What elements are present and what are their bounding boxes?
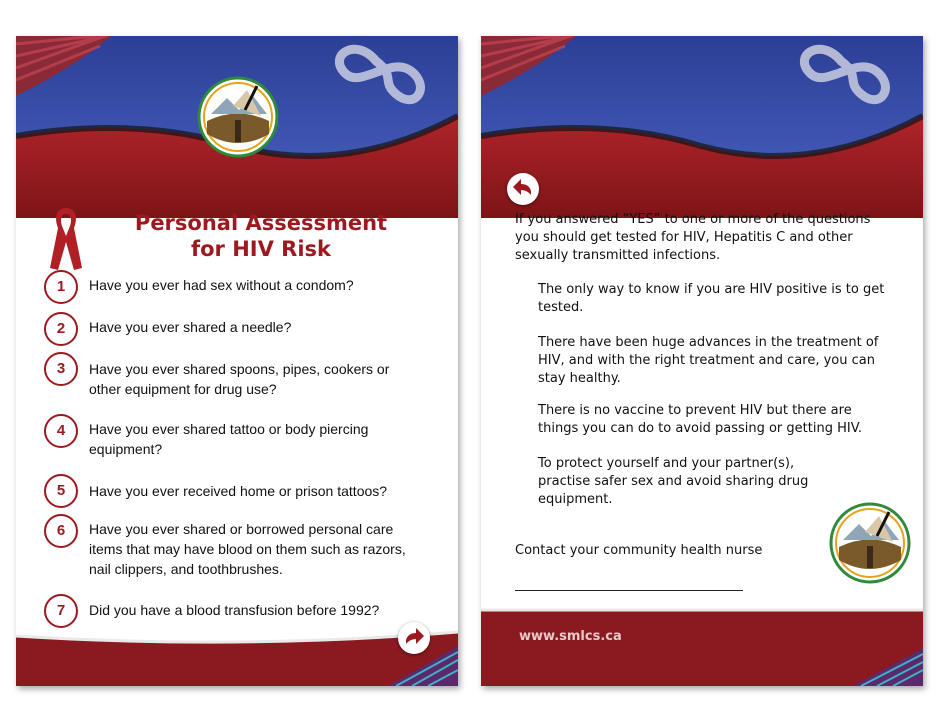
question-number: 4: [44, 414, 78, 448]
question-number: 7: [44, 594, 78, 628]
paragraph-protection: To protect yourself and your partner(s), practise safer sex and avoid sharing drug equipment.: [538, 456, 809, 507]
red-ribbon-icon: [46, 204, 86, 272]
question-number: 5: [44, 474, 78, 508]
question-text: Did you have a blood transfusion before 1992?: [89, 602, 380, 618]
paragraph-testing: The only way to know if you are HIV positive is to get tested.: [538, 282, 885, 315]
arrow-left-icon: [507, 173, 539, 205]
signature-line: [515, 590, 743, 591]
header-banner: [481, 36, 923, 218]
question-number: 1: [44, 270, 78, 304]
website-link[interactable]: www.smlcs.ca: [519, 629, 622, 644]
paragraph-prevention: There is no vaccine to prevent HIV but there are things you can do to avoid passing or getting HIV.: [538, 403, 863, 436]
page-title: [96, 210, 426, 262]
contact-label: Contact your community health nurse: [515, 543, 763, 558]
footer-band: [481, 604, 923, 686]
front-card: [16, 36, 458, 686]
question-text: Have you ever had sex without a condom?: [89, 277, 354, 293]
question-text: Have you ever shared or borrowed personal care items that may have blood on them such as razors, nail clippers, and toothbrushes.: [89, 521, 406, 577]
question-text: Have you ever shared a needle?: [89, 319, 292, 335]
intro-paragraph: If you answered “YES” to one or more of the questions you should get tested for HIV, Hepatitis C and other sexually transmitted infections.: [515, 212, 871, 263]
next-page-button[interactable]: [398, 622, 430, 654]
footer-band: [16, 628, 458, 686]
arrow-right-icon: [398, 622, 430, 654]
question-number: 6: [44, 514, 78, 548]
previous-page-button[interactable]: [507, 173, 539, 205]
back-card: [481, 36, 923, 686]
question-text: Have you ever shared tattoo or body piercing equipment?: [89, 421, 369, 457]
question-text: Have you ever received home or prison tattoos?: [89, 483, 388, 499]
question-text: Have you ever shared spoons, pipes, cookers or other equipment for drug use?: [89, 361, 390, 397]
paragraph-treatment: There have been huge advances in the treatment of HIV, and with the right treatment and care, you can stay healthy.: [538, 335, 879, 386]
title-line-2: for HIV Risk: [190, 237, 332, 261]
title-line-1: Personal Assessment: [134, 211, 388, 235]
logo-medallion: [829, 502, 911, 584]
question-number: 2: [44, 312, 78, 346]
question-number: 3: [44, 352, 78, 386]
logo-medallion: [197, 76, 279, 158]
